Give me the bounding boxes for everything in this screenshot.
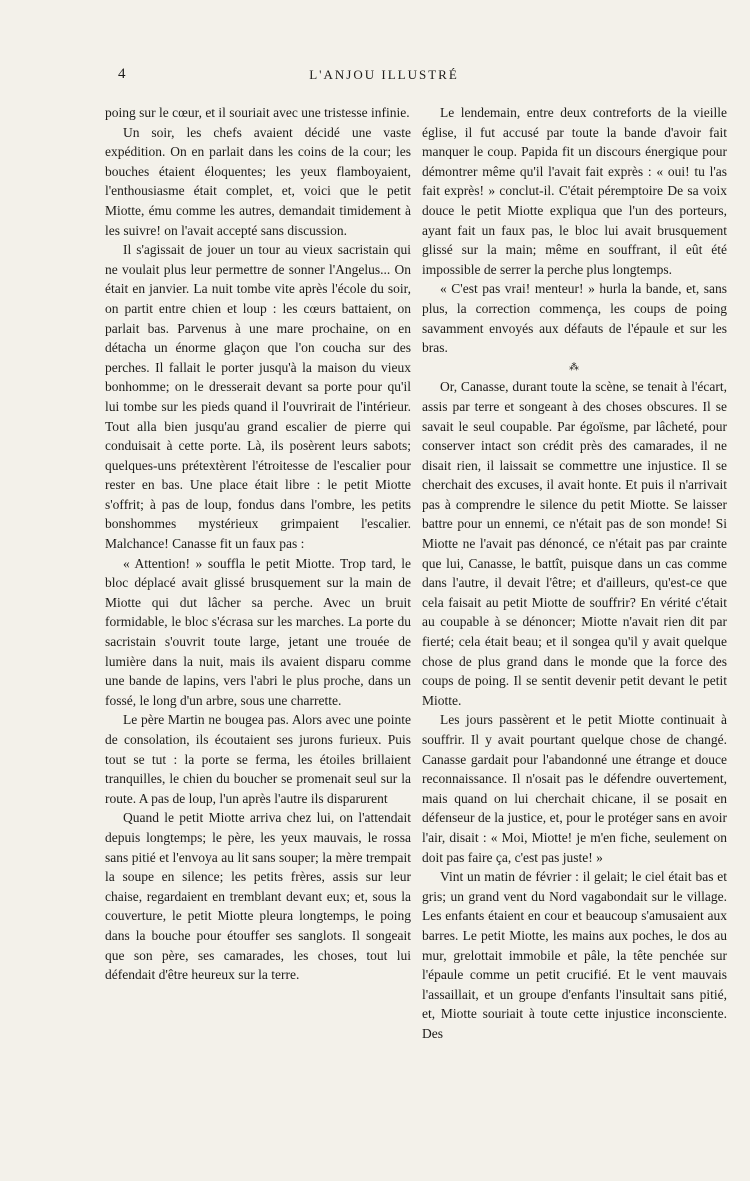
paragraph: Les jours passèrent et le petit Miotte continuait à souffrir. Il y avait pourtant quelque chose de changé. Canasse gardait pour l'abandonné une étrange et douce reconnaissance. Il n'osait pas le défendre ouvertement, mais quand on lui cherchait chicane, il se posait en défenseur de la justice, et, pour le protéger sans en avoir l'air, disait : « Moi, Miotte! je m'en fiche, seulement on doit pas faire ça, c'est pas juste! » [422, 712, 727, 865]
paragraph: Or, Canasse, durant toute la scène, se tenait à l'écart, assis par terre et songeant à des choses obscures. Il se savait le seul coupable. Par égoïsme, par lâcheté, pour conserver intact son crédit près des camarades, il ne disait rien, il laissait se commettre une injustice. Il se cherchait des excuses, il avait honte. Et puis il n'arrivait pas à comprendre le silence du petit Miotte. Se laisser battre pour un ennemi, ce n'était pas de son monde! Si Miotte ne l'avait pas dénoncé, ce n'était pas par crainte que lui, Canasse, le battît, puisque dans un cas comme dans l'autre, il devait l'être; et d'ailleurs, qu'est-ce que cela faisait au petit Miotte de souffrir? En vérité c'était au coupable à se dénoncer; Miotte n'avait rien dit par fierté; cela était beau; et il songea qu'il y avait quelque chose de plus grand dans le monde que la force des coups de poing. Il se sentit devenir petit devant le petit Miotte. [422, 379, 727, 708]
paragraph: poing sur le cœur, et il souriait avec une tristesse infinie. [105, 105, 410, 120]
paragraph: Un soir, les chefs avaient décidé une vaste expédition. On en parlait dans les coins de la cour; les bouches étaient éloquentes; les yeux flamboyaient, l'enthousiasme était complet, et, voici que le petit Miotte, ému comme les autres, demandait timidement à les suivre! on l'avait accepté sans discussion. [105, 124, 411, 238]
left-column [105, 103, 411, 985]
paragraph: Vint un matin de février : il gelait; le ciel était bas et gris; un grand vent du Nord vagabondait sur le village. Les enfants étaient en cour et beaucoup s'amusaient aux barres. Le petit Miotte, les mains aux poches, le dos au mur, grelottait immobile et pâle, la tête penchée sur l'épaule comme un petit crucifié. Et le vent mauvais l'assaillait, et un groupe d'enfants l'insultait sans pitié, et, Miotte souriait à toute cette injustice inconsciente. Des [422, 869, 727, 1041]
page-number: 4 [118, 66, 126, 82]
right-column [422, 103, 727, 1044]
paragraph: Le père Martin ne bougea pas. Alors avec une pointe de consolation, ils écoutaient ses jurons furieux. Puis tout se tut : la porte se ferma, les étoiles brillaient tranquilles, le chien du boucher se promenait seul sur la route. A pas de loup, l'un après l'autre ils disparurent [105, 712, 411, 806]
paragraph: « Attention! » souffla le petit Miotte. Trop tard, le bloc déplacé avait glissé brusquement sur la main de Miotte qui dut lâcher sa perche. Avec un bruit formidable, le bloc s'écrasa sur les marches. La porte du sacristain s'ouvrit toute large, jetant une trouée de lumière dans la nuit, mais ils avaient disparu comme une bande de lapins, vers l'abri le plus proche, dans un fossé, le long d'un arbre, sous une charrette. [105, 555, 411, 708]
paragraph: « C'est pas vrai! menteur! » hurla la bande, et, sans plus, la correction commença, les coups de poing savamment envoyés aux défauts de l'épaule et sur les bras. [422, 281, 727, 356]
section-separator: ⁂ [569, 361, 580, 373]
page-header [118, 66, 650, 90]
paragraph: Quand le petit Miotte arriva chez lui, on l'attendait depuis longtemps; le père, les yeux mauvais, le rossa sans pitié et l'envoya au lit sans souper; la mère trempait la soupe en silence; les petits frères, assis sur leur chaise, regardaient en tremblant devant eux; et, sous la couverture, le petit Miotte pleura longtemps, le poing dans la bouche pour étouffer ses sanglots. Il songeait que son père, ses camarades, les choses, tout lui défendait d'être heureux sur la terre. [105, 810, 411, 983]
running-title: L'ANJOU ILLUSTRÉ [309, 67, 459, 82]
paragraph: Le lendemain, entre deux contreforts de la vieille église, il fut accusé par toute la bande d'avoir fait manquer le coup. Papida fit un discours énergique pour démontrer même qu'il l'avait fait exprès : « oui! tu l'as fait exprès! » conclut-il. C'était péremptoire De sa voix douce le petit Miotte expliqua que l'un des porteurs, ayant fait un faux pas, le bloc lui avait brusquement glissé sur la main; même en souffrant, il eût été impossible de serrer la perche plus longtemps. [422, 105, 727, 277]
paragraph: Il s'agissait de jouer un tour au vieux sacristain qui ne voulait plus leur permettre de sonner l'Angelus... On était en janvier. La nuit tombe vite après l'école du soir, on partit entre chien et loup : les cœurs battaient, on parlait bas. Parvenus à une mare prochaine, on en détacha un énorme glaçon que l'on coucha sur des perches. Il fallait le porter jusqu'à la maison du vieux bonhomme; on le dresserait devant sa porte pour qu'il lui tombe sur les pieds quand il l'ouvrirait de l'intérieur. Tout alla bien jusqu'au grand escalier de pierre qui conduisait à cette porte. Là, ils posèrent leurs sabots; quelques-uns prétextèrent l'étroitesse de l'escalier pour rester en bas. Une place était libre : le petit Miotte s'offrit; à pas de loup, fondus dans l'ombre, les petits bonshommes mystérieux grimpaient l'escalier. Malchance! Canasse fit un faux pas : [105, 242, 411, 552]
